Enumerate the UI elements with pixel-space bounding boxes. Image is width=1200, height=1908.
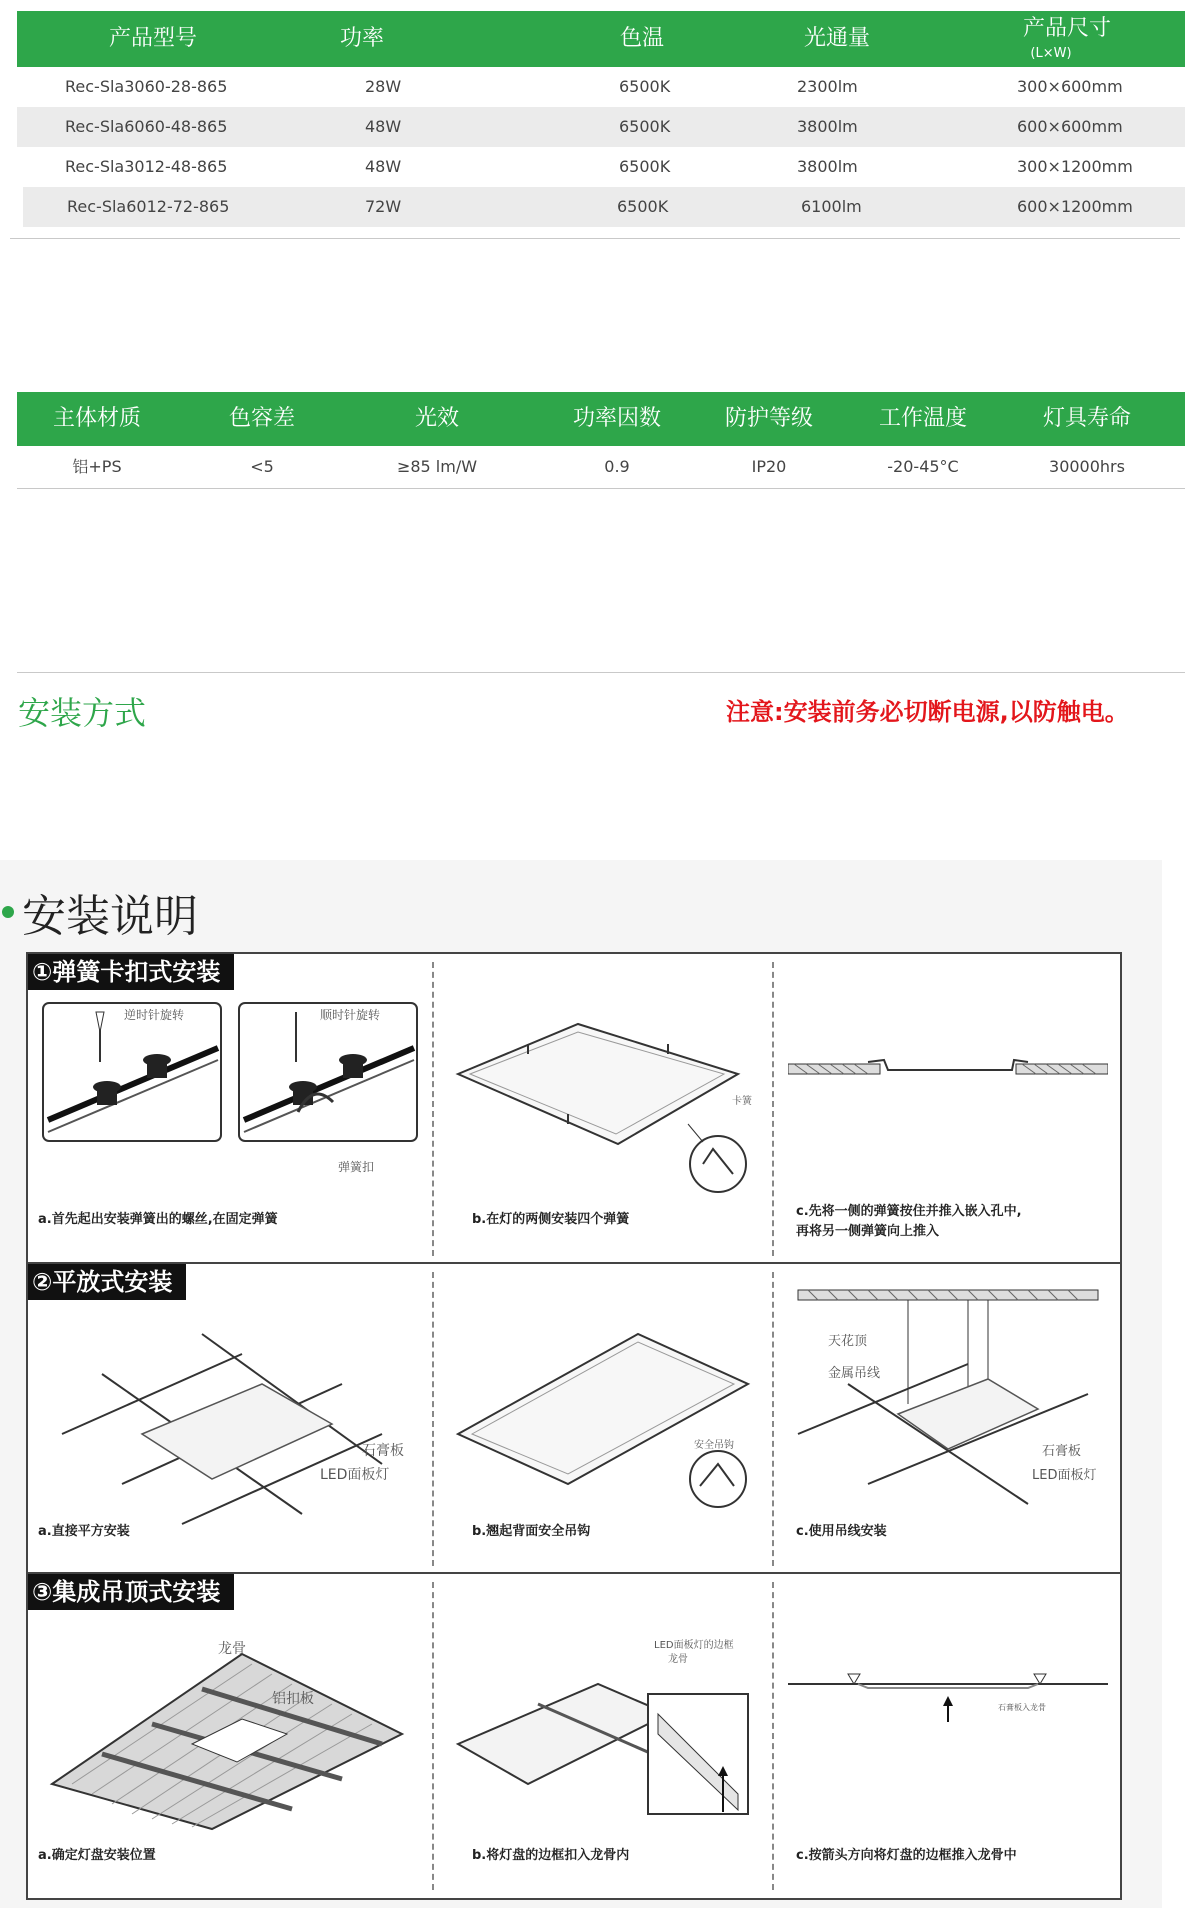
bullet-icon: [2, 906, 14, 918]
dash-divider: [432, 1582, 434, 1890]
caption-c: c.使用吊线安装: [796, 1524, 887, 1539]
cell-lumen: 6100lm: [801, 197, 862, 216]
label-spring: 卡簧: [732, 1096, 752, 1107]
panel-integrated-ceiling: [26, 1572, 1122, 1900]
cell-power: 28W: [365, 77, 402, 96]
label-ceiling: 天花顶: [828, 1334, 868, 1349]
table-row: [17, 107, 1185, 147]
cell-power: 48W: [365, 157, 402, 176]
header-lumen: 光通量: [803, 26, 870, 51]
integrated-step-c-illustration: [788, 1644, 1108, 1734]
cell-color-temp: 6500K: [619, 117, 671, 136]
label-cw: 顺时针旋转: [320, 1008, 381, 1022]
label-panel-frame: LED面板灯的边框: [654, 1640, 734, 1651]
spring-step-b-illustration: [448, 1014, 768, 1194]
cell-lifetime: 30000hrs: [1049, 457, 1125, 476]
cell-model: Rec-Sla3060-28-865: [65, 77, 228, 96]
cell-power-factor: 0.9: [604, 457, 630, 476]
safety-warning: 注意:安装前务必切断电源,以防触电。: [726, 698, 1129, 726]
label-led-panel: LED面板灯: [320, 1467, 390, 1483]
cell-color-temp: 6500K: [619, 157, 671, 176]
header-material: 主体材质: [52, 406, 141, 431]
dash-divider: [772, 1272, 774, 1566]
caption-a: a.直接平方安装: [38, 1524, 130, 1539]
section-tag: ③集成吊顶式安装: [28, 1574, 234, 1610]
cell-material: 铝+PS: [72, 457, 122, 476]
header-size-label: 产品尺寸: [1022, 16, 1111, 41]
label-led-panel: LED面板灯: [1032, 1468, 1097, 1483]
integrated-step-b-illustration: [448, 1634, 768, 1834]
spec-table-1-header: [17, 11, 1185, 67]
spring-step-a2-illustration: [238, 1002, 418, 1142]
label-gypsum: 石膏板: [362, 1443, 404, 1459]
spec-table-2-header: [17, 392, 1185, 446]
table-row: [23, 187, 1185, 227]
cell-size: 300×1200mm: [1017, 157, 1133, 176]
header-size-sub: (L×W): [1030, 46, 1072, 61]
header-color-temp: 色温: [619, 26, 664, 51]
label-metal-wire: 金属吊线: [828, 1366, 881, 1381]
cell-lumen: 3800lm: [797, 157, 858, 176]
cell-model: Rec-Sla6012-72-865: [67, 197, 230, 216]
cell-power: 48W: [365, 117, 402, 136]
cell-tolerance: <5: [250, 457, 274, 476]
caption-c: c.按箭头方向将灯盘的边框推入龙骨中: [796, 1848, 1017, 1863]
caption-c-line2: 再将另一侧弹簧向上推入: [796, 1224, 940, 1239]
cell-size: 300×600mm: [1017, 77, 1123, 96]
header-power-factor: 功率因数: [572, 406, 661, 431]
spec-table-1: [17, 11, 1185, 227]
label-push-into-keel: 石膏板入龙骨: [998, 1703, 1046, 1712]
header-temperature: 工作温度: [878, 406, 967, 431]
header-efficacy: 光效: [414, 406, 459, 431]
spec-table-2: [17, 392, 1185, 489]
divider: [10, 238, 1180, 239]
cell-color-temp: 6500K: [617, 197, 669, 216]
install-method-title: 安装方式: [18, 694, 147, 732]
cell-efficacy: ≥85 lm/W: [396, 457, 478, 476]
cell-size: 600×600mm: [1017, 117, 1123, 136]
cell-temperature: -20-45°C: [887, 457, 959, 476]
dash-divider: [772, 962, 774, 1256]
panel-spring-clip: [26, 952, 1122, 1266]
label-keel: 龙骨: [218, 1641, 246, 1657]
guide-title: 安装说明: [22, 891, 198, 942]
cell-power: 72W: [365, 197, 402, 216]
cell-ip: IP20: [751, 457, 787, 476]
table-row: [17, 446, 1185, 489]
panel-lay-in: [26, 1262, 1122, 1576]
header-tolerance: 色容差: [228, 406, 295, 431]
caption-a: a.确定灯盘安装位置: [38, 1848, 156, 1863]
label-ccw: 逆时针旋转: [124, 1008, 185, 1022]
label-aluminum-plate: 铝扣板: [272, 1691, 314, 1707]
dash-divider: [432, 962, 434, 1256]
header-ip: 防护等级: [724, 406, 813, 431]
header-size: [997, 11, 1137, 61]
table-row: [17, 147, 1185, 187]
label-safety-hook: 安全吊钩: [694, 1440, 734, 1451]
cell-lumen: 2300lm: [797, 77, 858, 96]
table-row: [17, 67, 1185, 107]
label-gypsum: 石膏板: [1042, 1444, 1082, 1459]
spring-step-c-illustration: [788, 1054, 1108, 1094]
caption-b: b.在灯的两侧安装四个弹簧: [472, 1212, 630, 1227]
label-spring-clip: 弹簧扣: [338, 1160, 375, 1174]
integrated-step-a-illustration: [42, 1634, 422, 1834]
header-power: 功率: [339, 26, 384, 51]
label-keel-detail: 龙骨: [668, 1654, 688, 1665]
header-model: 产品型号: [108, 26, 197, 51]
cell-size: 600×1200mm: [1017, 197, 1133, 216]
divider: [17, 672, 1185, 673]
cell-model: Rec-Sla6060-48-865: [65, 117, 228, 136]
dash-divider: [432, 1272, 434, 1566]
header-lifetime: 灯具寿命: [1042, 406, 1131, 431]
caption-b: b.将灯盘的边框扣入龙骨内: [472, 1848, 630, 1863]
spring-step-a1-illustration: [42, 1002, 222, 1142]
caption-b: b.翘起背面安全吊钩: [472, 1524, 591, 1539]
section-tag: ①弹簧卡扣式安装: [28, 954, 234, 990]
caption-c-line1: c.先将一侧的弹簧按住并推入嵌入孔中,: [796, 1204, 1022, 1219]
lay-in-step-a-illustration: [42, 1314, 422, 1534]
cell-color-temp: 6500K: [619, 77, 671, 96]
cell-model: Rec-Sla3012-48-865: [65, 157, 228, 176]
dash-divider: [772, 1582, 774, 1890]
cell-lumen: 3800lm: [797, 117, 858, 136]
lay-in-step-b-illustration: [448, 1314, 768, 1514]
section-tag: ②平放式安装: [28, 1264, 186, 1300]
caption-a: a.首先起出安装弹簧出的螺丝,在固定弹簧: [38, 1212, 278, 1227]
